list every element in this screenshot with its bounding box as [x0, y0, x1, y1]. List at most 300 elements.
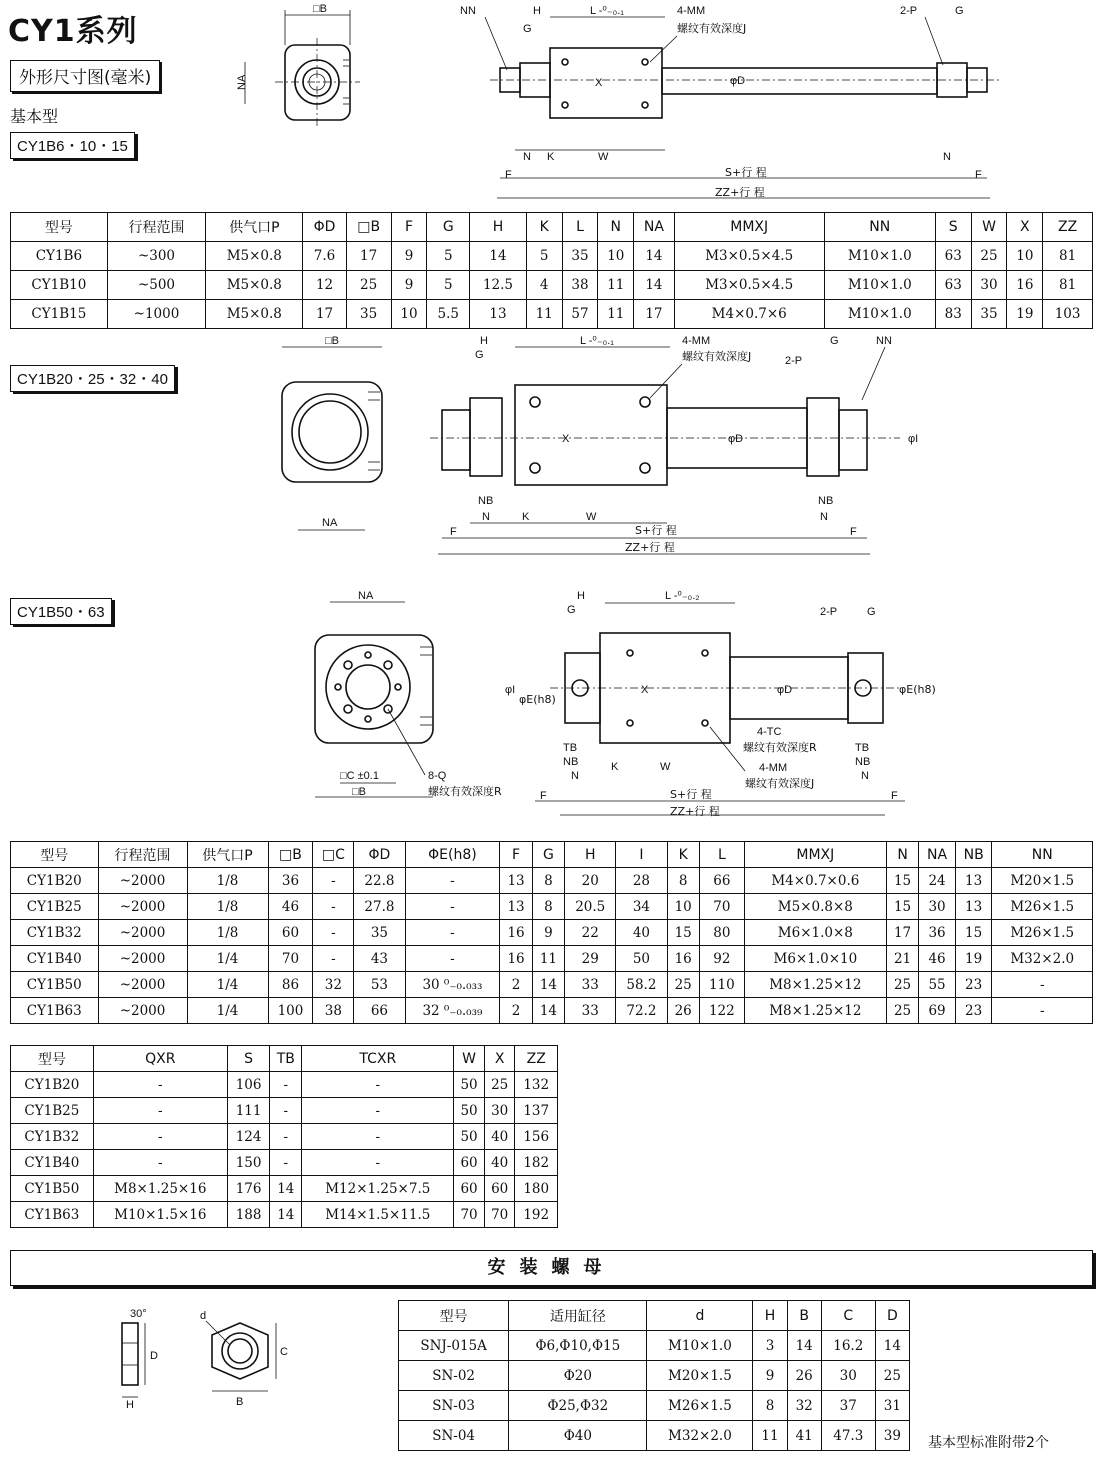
table-cell: 66	[354, 998, 405, 1024]
table-header: □B	[346, 213, 391, 242]
table-cell: 30	[484, 1098, 515, 1124]
table-header: H	[565, 842, 616, 868]
table-cell: -	[405, 920, 500, 946]
table-row	[11, 1176, 558, 1202]
label-H-2: H	[480, 335, 488, 347]
table-cell: 25	[886, 998, 918, 1024]
table-cell: CY1B25	[11, 1098, 94, 1124]
table-header: ZZ	[1043, 213, 1093, 242]
table-cell: 19	[1007, 300, 1043, 329]
table-cell: 16	[500, 946, 532, 972]
table-cell: -	[93, 1072, 227, 1098]
table-cell: CY1B20	[11, 868, 99, 894]
table-cell: 3	[753, 1331, 787, 1361]
table-cell: 36	[268, 868, 313, 894]
table-cell: 11	[753, 1421, 787, 1451]
table-cell: ~2000	[98, 946, 187, 972]
table-cell: 24	[919, 868, 956, 894]
table-cell: 34	[616, 894, 667, 920]
table-cell: 22.8	[354, 868, 405, 894]
table-header: N	[598, 213, 634, 242]
table-cell: CY1B40	[11, 946, 99, 972]
table-cell: 32 ⁰₋₀.₀₃₉	[405, 998, 500, 1024]
table-cell: 72.2	[616, 998, 667, 1024]
table-cell: 53	[354, 972, 405, 998]
table-cell: 69	[919, 998, 956, 1024]
table-cell: 13	[470, 300, 527, 329]
label-H-3: H	[577, 590, 585, 602]
dimension-table-extra	[10, 1045, 558, 1228]
drawing-side-view-large	[505, 585, 936, 820]
table-cell: -	[313, 946, 354, 972]
table-cell: CY1B63	[11, 1202, 94, 1228]
label-G-3b: G	[867, 606, 876, 618]
table-header: S	[227, 1046, 269, 1072]
table-row	[11, 946, 1093, 972]
label-phiD-1: φD	[730, 75, 746, 87]
label-L-3: L -⁰₋₀.₂	[665, 590, 700, 602]
table-cell: ~1000	[107, 300, 205, 329]
label-C-nut: C	[280, 1346, 288, 1358]
table-cell: Φ25,Φ32	[509, 1391, 647, 1421]
label-F-1b: F	[975, 169, 982, 181]
table-cell: 40	[484, 1124, 515, 1150]
table-header: 型号	[399, 1301, 509, 1331]
table-cell: 23	[955, 998, 992, 1024]
table-row	[11, 894, 1093, 920]
table-cell: -	[313, 920, 354, 946]
table-cell: 16	[1007, 271, 1043, 300]
table-header: TB	[270, 1046, 302, 1072]
table-header: F	[391, 213, 427, 242]
label-TB-3: TB	[563, 742, 578, 754]
table-cell: 40	[616, 920, 667, 946]
table-cell: 1/8	[187, 868, 268, 894]
table-cell: 13	[500, 894, 532, 920]
table-cell: M10×1.0	[647, 1331, 753, 1361]
table-cell: 17	[886, 920, 918, 946]
table-cell: 10	[598, 242, 634, 271]
label-NB-3: NB	[563, 756, 579, 768]
table-cell: M10×1.0	[824, 271, 935, 300]
label-N-3: N	[571, 770, 579, 782]
table-cell: CY1B32	[11, 1124, 94, 1150]
table-cell: 4	[526, 271, 562, 300]
table-cell: 13	[955, 894, 992, 920]
table-row	[11, 271, 1093, 300]
table-cell: CY1B63	[11, 998, 99, 1024]
table-header: H	[470, 213, 527, 242]
table-cell: M20×1.5	[647, 1361, 753, 1391]
basic-type-label: 基本型	[10, 107, 59, 126]
table-cell: 14	[270, 1202, 302, 1228]
drawing-nut-front	[190, 1305, 300, 1410]
table-cell: M5×0.8	[206, 300, 303, 329]
table-row	[11, 1150, 558, 1176]
table-cell: 5	[526, 242, 562, 271]
table-cell: 80	[699, 920, 744, 946]
table-cell: 100	[268, 998, 313, 1024]
label-G-3: G	[567, 604, 576, 616]
table-header: 型号	[11, 842, 99, 868]
table-cell: 12	[303, 271, 346, 300]
table-cell: 70	[454, 1202, 485, 1228]
table-cell: 8	[667, 868, 699, 894]
table-cell: 60	[484, 1176, 515, 1202]
table-row	[11, 920, 1093, 946]
drawing-end-view-medium	[270, 330, 400, 545]
table-header: C	[821, 1301, 875, 1331]
table-cell: 60	[454, 1150, 485, 1176]
table-cell: -	[302, 1150, 454, 1176]
table-cell: 25	[886, 972, 918, 998]
table-header: K	[667, 842, 699, 868]
table-header: MMXJ	[674, 213, 824, 242]
label-mm-depth-3: 螺纹有效深度J	[745, 777, 815, 790]
table-cell: ~2000	[98, 998, 187, 1024]
table-header: S	[935, 213, 971, 242]
table-cell: 23	[955, 972, 992, 998]
table-cell: 37	[821, 1391, 875, 1421]
table-cell: 35	[971, 300, 1007, 329]
label-NN-1: NN	[460, 5, 476, 17]
label-K-3: K	[611, 761, 619, 773]
label-phiE-3b: φE(h8)	[899, 683, 936, 696]
table-cell: CY1B15	[11, 300, 108, 329]
table-cell: 188	[227, 1202, 269, 1228]
label-sqB-2: □B	[325, 335, 339, 347]
table-row	[11, 1124, 558, 1150]
table-cell: 28	[616, 868, 667, 894]
table-cell: 111	[227, 1098, 269, 1124]
table-cell: -	[302, 1124, 454, 1150]
table-cell: Φ20	[509, 1361, 647, 1391]
table-cell: 27.8	[354, 894, 405, 920]
nut-section-banner: 安装螺母	[10, 1250, 1093, 1286]
table-cell: 192	[515, 1202, 558, 1228]
table-row	[399, 1331, 910, 1361]
label-X-3: X	[641, 684, 649, 696]
table-cell: 25	[875, 1361, 909, 1391]
section-tag-cy1b20: CY1B20・25・32・40	[10, 365, 175, 392]
table-cell: 10	[391, 300, 427, 329]
label-TB-3b: TB	[855, 742, 870, 754]
table-header: NA	[919, 842, 956, 868]
table-cell: M8×1.25×12	[744, 972, 886, 998]
table-cell: 14	[270, 1176, 302, 1202]
table-cell: 41	[787, 1421, 821, 1451]
page-title: CY1系列	[8, 14, 138, 49]
table-header: G	[427, 213, 470, 242]
table-cell: ~2000	[98, 972, 187, 998]
table-cell: 50	[616, 946, 667, 972]
table-cell: 9	[391, 242, 427, 271]
table-cell: 58.2	[616, 972, 667, 998]
label-S-stroke-3: S+行 程	[670, 788, 712, 801]
table-cell: 15	[667, 920, 699, 946]
table-cell: 30	[821, 1361, 875, 1391]
label-phiD-3: φD	[777, 684, 793, 696]
table-cell: M5×0.8	[206, 271, 303, 300]
table-cell: -	[270, 1124, 302, 1150]
table-cell: CY1B40	[11, 1150, 94, 1176]
table-header: MMXJ	[744, 842, 886, 868]
label-NA: NA	[236, 74, 248, 90]
table-cell: 20.5	[565, 894, 616, 920]
table-cell: 176	[227, 1176, 269, 1202]
label-W-1: W	[598, 151, 609, 163]
table-cell: M20×1.5	[992, 868, 1093, 894]
table-header: 适用缸径	[509, 1301, 647, 1331]
table-row	[11, 1072, 558, 1098]
table-cell: 86	[268, 972, 313, 998]
table-header: NB	[955, 842, 992, 868]
dimension-table-cy1b20	[10, 841, 1093, 1024]
label-H-nut: H	[126, 1399, 134, 1411]
table-cell: 9	[532, 920, 564, 946]
table-cell: CY1B20	[11, 1072, 94, 1098]
table-cell: 132	[515, 1072, 558, 1098]
table-cell: 12.5	[470, 271, 527, 300]
dimension-table-cy1b6	[10, 212, 1093, 329]
drawing-side-view-small	[455, 0, 1000, 205]
table-cell: M5×0.8	[206, 242, 303, 271]
table-cell: ~2000	[98, 920, 187, 946]
table-cell: 50	[454, 1098, 485, 1124]
table-cell: 47.3	[821, 1421, 875, 1451]
label-tc-depth: 螺纹有效深度R	[743, 741, 817, 754]
label-W-2: W	[586, 511, 597, 523]
table-cell: 13	[500, 868, 532, 894]
table-cell: 5	[427, 271, 470, 300]
table-header: 型号	[11, 1046, 94, 1072]
label-30deg: 30°	[130, 1308, 147, 1320]
label-NB-3b: NB	[855, 756, 871, 768]
table-header: F	[500, 842, 532, 868]
table-cell: 17	[634, 300, 674, 329]
table-cell: 17	[346, 242, 391, 271]
table-cell: 14	[787, 1331, 821, 1361]
label-F-2b: F	[850, 526, 857, 538]
table-cell: M10×1.0	[824, 242, 935, 271]
label-ZZ-stroke-2: ZZ+行 程	[625, 541, 675, 554]
drawing-end-view-small	[225, 0, 365, 140]
table-cell: ~500	[107, 271, 205, 300]
table-cell: 7.6	[303, 242, 346, 271]
table-cell: M3×0.5×4.5	[674, 271, 824, 300]
table-cell: 35	[562, 242, 598, 271]
table-header: ΦD	[354, 842, 405, 868]
table-cell: 26	[667, 998, 699, 1024]
table-cell: 8	[753, 1391, 787, 1421]
table-cell: 60	[454, 1176, 485, 1202]
table-cell: 10	[667, 894, 699, 920]
table-cell: M8×1.25×12	[744, 998, 886, 1024]
table-cell: Φ6,Φ10,Φ15	[509, 1331, 647, 1361]
label-NA-2: NA	[322, 517, 338, 529]
label-4mm-3: 4-MM	[759, 762, 788, 774]
table-cell: 124	[227, 1124, 269, 1150]
table-cell: 14	[532, 998, 564, 1024]
table-cell: 9	[391, 271, 427, 300]
table-header: N	[886, 842, 918, 868]
label-N-2b: N	[820, 511, 828, 523]
label-S-stroke-1: S+行 程	[725, 166, 767, 179]
label-K-2: K	[522, 511, 530, 523]
table-header: NN	[824, 213, 935, 242]
table-cell: 46	[268, 894, 313, 920]
label-2P-2: 2-P	[785, 355, 803, 367]
table-cell: 11	[598, 271, 634, 300]
table-cell: 15	[886, 868, 918, 894]
table-cell: 50	[454, 1072, 485, 1098]
table-cell: 11	[598, 300, 634, 329]
table-cell: 38	[562, 271, 598, 300]
table-cell: 8	[532, 868, 564, 894]
label-sqC: □C ±0.1	[340, 770, 379, 782]
table-cell: 180	[515, 1176, 558, 1202]
table-header: 供气口P	[206, 213, 303, 242]
table-header: QXR	[93, 1046, 227, 1072]
table-cell: 81	[1043, 242, 1093, 271]
label-4mm-1: 4-MM	[677, 5, 706, 17]
table-cell: 1/4	[187, 946, 268, 972]
table-cell: 33	[565, 998, 616, 1024]
table-cell: 8	[532, 894, 564, 920]
table-cell: -	[992, 972, 1093, 998]
table-cell: 15	[955, 920, 992, 946]
table-cell: 1/4	[187, 998, 268, 1024]
table-row	[11, 1098, 558, 1124]
table-cell: 2	[500, 998, 532, 1024]
table-cell: 63	[935, 242, 971, 271]
table-cell: CY1B32	[11, 920, 99, 946]
table-cell: M26×1.5	[992, 894, 1093, 920]
table-header: 型号	[11, 213, 108, 242]
table-cell: -	[405, 868, 500, 894]
label-H-1: H	[533, 5, 541, 17]
label-F-1: F	[505, 169, 512, 181]
table-header: NN	[992, 842, 1093, 868]
table-cell: -	[270, 1072, 302, 1098]
table-cell: 22	[565, 920, 616, 946]
label-G-1: G	[523, 23, 532, 35]
table-cell: M10×1.5×16	[93, 1202, 227, 1228]
label-phiI-3: φI	[505, 684, 516, 696]
table-cell: M10×1.0	[824, 300, 935, 329]
label-NA-3: NA	[358, 590, 374, 602]
table-cell: M32×2.0	[647, 1421, 753, 1451]
table-cell: -	[302, 1098, 454, 1124]
label-ZZ-stroke-3: ZZ+行 程	[670, 805, 720, 818]
table-cell: 30	[971, 271, 1007, 300]
table-cell: 156	[515, 1124, 558, 1150]
table-cell: -	[405, 894, 500, 920]
table-cell: 70	[268, 946, 313, 972]
table-cell: M5×0.8×8	[744, 894, 886, 920]
table-header: W	[971, 213, 1007, 242]
table-cell: 46	[919, 946, 956, 972]
table-row	[11, 868, 1093, 894]
table-cell: 110	[699, 972, 744, 998]
table-cell: 103	[1043, 300, 1093, 329]
table-cell: -	[302, 1072, 454, 1098]
table-cell: -	[270, 1098, 302, 1124]
label-phiD-2: φD	[728, 433, 744, 445]
label-W-3: W	[660, 761, 671, 773]
table-cell: M14×1.5×11.5	[302, 1202, 454, 1228]
table-cell: 70	[699, 894, 744, 920]
table-cell: ~2000	[98, 868, 187, 894]
table-cell: SN-02	[399, 1361, 509, 1391]
table-header: □B	[268, 842, 313, 868]
table-cell: M4×0.7×0.6	[744, 868, 886, 894]
table-header: H	[753, 1301, 787, 1331]
table-cell: M32×2.0	[992, 946, 1093, 972]
label-G-2: G	[475, 349, 484, 361]
label-F-2: F	[450, 526, 457, 538]
drawing-nut-side	[100, 1305, 170, 1410]
table-cell: 50	[454, 1124, 485, 1150]
table-header: ΦE(h8)	[405, 842, 500, 868]
table-cell: -	[270, 1150, 302, 1176]
table-cell: 63	[935, 271, 971, 300]
label-X-2: X	[562, 433, 570, 445]
label-NN-2: NN	[876, 335, 892, 347]
table-cell: 31	[875, 1391, 909, 1421]
label-mm-depth-1: 螺纹有效深度J	[677, 22, 747, 35]
table-header: L	[562, 213, 598, 242]
table-cell: -	[313, 868, 354, 894]
table-cell: CY1B10	[11, 271, 108, 300]
table-cell: 60	[268, 920, 313, 946]
table-cell: 39	[875, 1421, 909, 1451]
table-cell: 17	[303, 300, 346, 329]
table-cell: 1/8	[187, 920, 268, 946]
table-cell: CY1B50	[11, 1176, 94, 1202]
table-row	[11, 972, 1093, 998]
table-cell: M12×1.25×7.5	[302, 1176, 454, 1202]
table-cell: 13	[955, 868, 992, 894]
table-cell: ~300	[107, 242, 205, 271]
table-cell: 20	[565, 868, 616, 894]
table-cell: 14	[875, 1331, 909, 1361]
table-header: W	[454, 1046, 485, 1072]
table-header: NA	[634, 213, 674, 242]
label-2P-1: 2-P	[900, 5, 918, 17]
table-header: L	[699, 842, 744, 868]
label-G-2b: G	[830, 335, 839, 347]
label-S-stroke-2: S+行 程	[635, 524, 677, 537]
table-cell: 122	[699, 998, 744, 1024]
drawing-side-view-medium	[430, 330, 930, 558]
table-cell: 26	[787, 1361, 821, 1391]
label-q-depth: 螺纹有效深度R	[428, 785, 502, 798]
table-row	[399, 1421, 910, 1451]
label-N-2: N	[482, 511, 490, 523]
table-cell: M26×1.5	[992, 920, 1093, 946]
table-cell: 55	[919, 972, 956, 998]
table-cell: 25	[667, 972, 699, 998]
table-cell: -	[93, 1124, 227, 1150]
table-cell: -	[93, 1098, 227, 1124]
table-cell: 15	[886, 894, 918, 920]
table-row	[11, 300, 1093, 329]
label-B-nut: B	[236, 1396, 244, 1408]
table-cell: 5.5	[427, 300, 470, 329]
table-cell: 66	[699, 868, 744, 894]
section-tag-cy1b6: CY1B6・10・15	[10, 132, 135, 159]
